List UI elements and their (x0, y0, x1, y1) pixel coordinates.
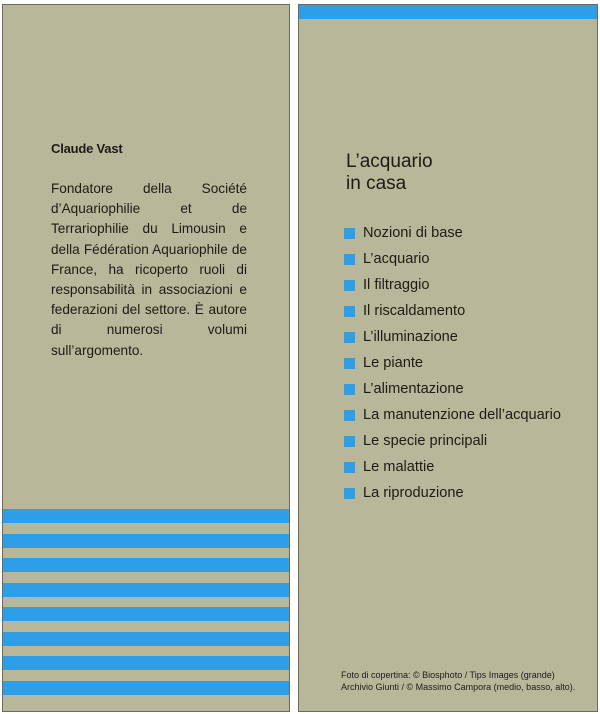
decorative-stripes (3, 509, 289, 705)
contents-list (344, 220, 561, 506)
right-page (298, 4, 598, 712)
contents-item (344, 376, 561, 402)
square-bullet-icon (344, 462, 355, 473)
square-bullet-icon (344, 488, 355, 499)
contents-item (344, 220, 561, 246)
book-title (346, 151, 433, 195)
square-bullet-icon (344, 358, 355, 369)
square-bullet-icon (344, 228, 355, 239)
contents-item-label: La manutenzione dell’acquario (363, 407, 561, 423)
contents-item-label: La riproduzione (363, 485, 464, 501)
square-bullet-icon (344, 280, 355, 291)
stripe (3, 656, 289, 670)
stripe (3, 583, 289, 597)
contents-item-label: L’acquario (363, 251, 430, 267)
stripe (3, 509, 289, 523)
photo-credits (341, 669, 591, 693)
contents-item (344, 428, 561, 454)
square-bullet-icon (344, 254, 355, 265)
contents-item (344, 480, 561, 506)
contents-item-label: Le specie principali (363, 433, 488, 449)
square-bullet-icon (344, 436, 355, 447)
contents-item (344, 454, 561, 480)
contents-item-label: L’alimentazione (363, 381, 464, 397)
photo-credits-line-2: Archivio Giunti / © Massimo Campora (medio, basso, alto). (341, 682, 576, 692)
square-bullet-icon (344, 306, 355, 317)
contents-item-label: Le malattie (363, 459, 435, 475)
contents-item-label: Nozioni di base (363, 225, 463, 241)
contents-item-label: Il riscaldamento (363, 303, 466, 319)
stripe (3, 681, 289, 695)
stripe (3, 534, 289, 548)
square-bullet-icon (344, 410, 355, 421)
contents-item (344, 324, 561, 350)
contents-item (344, 298, 561, 324)
photo-credits-line-1: Foto di copertina: © Biosphoto / Tips Images (grande) (341, 670, 555, 680)
contents-item-label: Il filtraggio (363, 277, 430, 293)
contents-item (344, 272, 561, 298)
book-title-line-2: in casa (346, 173, 407, 194)
stripe (3, 558, 289, 572)
author-bio: Fondatore della Société d’Aquariophilie et de Terrariophilie du Limousin e della Fédération Aquariophile de France, ha ricoperto ruoli di responsabilità in associazioni e federazioni del settore. È autore di numerosi volumi sull’argomento. (51, 181, 247, 358)
top-accent-bar (299, 5, 597, 19)
author-name: Claude Vast (51, 141, 123, 156)
stripe (3, 607, 289, 621)
square-bullet-icon (344, 332, 355, 343)
book-title-line-1: L’acquario (346, 151, 433, 172)
square-bullet-icon (344, 384, 355, 395)
contents-item (344, 246, 561, 272)
stripe (3, 632, 289, 646)
contents-item-label: Le piante (363, 355, 424, 371)
contents-item (344, 402, 561, 428)
contents-item (344, 350, 561, 376)
left-page (2, 4, 290, 712)
contents-item-label: L’illuminazione (363, 329, 458, 345)
